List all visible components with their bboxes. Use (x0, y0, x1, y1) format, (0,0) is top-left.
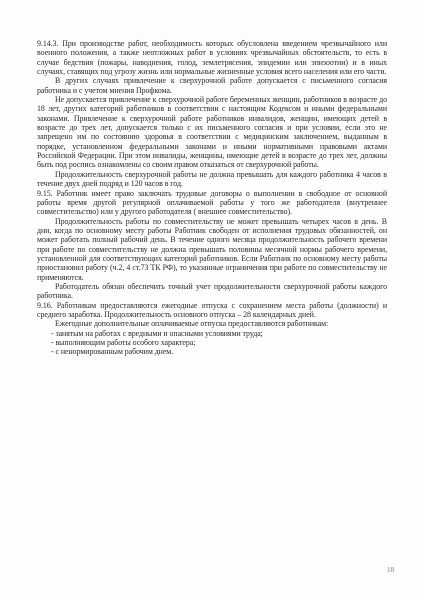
list-item-irregular-hours: - с ненормированным рабочим днем. (51, 347, 174, 357)
paragraph-additional-leave: Ежегодные дополнительные оплачиваемые отпуска предоставляются работникам: (55, 319, 329, 329)
paragraph-9-16: 9.16. Работникам предоставляются ежегодные отпуска с сохранением места работы (должности) и среднего заработка. Продолжительность основного отпуска – 28 календарных дней. (37, 300, 387, 319)
page-number: 18 (387, 566, 394, 574)
list-item-harmful-conditions: - занятым на работах с вредными и опасными условиями труда; (51, 328, 263, 338)
paragraph-overtime-limit: Продолжительность сверхурочной работы не должна превышать для каждого работника 4 часов в течение двух дней подряд и 120 часов в год. (37, 169, 387, 189)
paragraph-written-consent: В других случаях привлечение к сверхурочной работе допускается с письменного согласия работника и с учетом мнения Профкома. (37, 76, 387, 95)
paragraph-employer-accounting: Работодатель обязан обеспечить точный учет продолжительности сверхурочной работы каждого работника. (37, 281, 387, 301)
paragraph-prohibited-categories: Не допускается привлечение к сверхурочной работе беременных женщин, работников в возрасте до 18 лет, других категорий работников в соответствии с настоящим Кодексом и иными федеральными законами. Привлечение к сверхурочной работе работников инвалидов, женщин, имеющих детей в возрасте до трех лет, допускается только с их письменного согласия и при условии, если это не запрещено им по состоянию здоровья в соответствии с медицинским заключением, выданным в порядке, установленном федеральными законами и иными нормативными правовыми актами Российской Федерации. При этом инвалиды, женщины, имеющие детей в возрасте до трех лет, должны быть под роспись ознакомлены со своим правом отказаться от сверхурочной работы. (37, 95, 387, 170)
paragraph-9-14-3: 9.14.3. При производстве работ, необходимость которых обусловлена введением чрезвычайного или военного положения, а также неотложных работ в условиях чрезвычайных обстоятельств, то есть в случае бедствия (пожары, наводнения, голод, землетрясения, эпидемии или эпизоотии) и в иных случаях, ставящих под угрозу жизнь или нормальные жизненные условия всего населения или его части. (37, 39, 387, 77)
list-item-special-work: - выполняющим работы особого характера; (51, 338, 196, 347)
document-body (37, 39, 387, 357)
paragraph-part-time-duration: Продолжительность работы по совместительству не может превышать четырех часов в день. В дни, когда по основному месту работы Работник свободен от исполнения трудовых обязанностей, он может работать полный рабочий день. В течение одного месяца продолжительность рабочего времени при работе по совместительству не должна превышать половины месячной нормы рабочего времени, установленной для соответствующих категорий работников. Если Работник по основному месту работы приостановил работу (ч.2, 4 ст.73 ТК РФ), то указанные ограничения при работе по совместительству не применяются. (37, 216, 387, 282)
paragraph-9-15: 9.15. Работник имеет право заключать трудовые договоры о выполнении в свободное от основной работы время другой регулярной оплачиваемой работы у того же работодателя (внутреннее совместительство) или у другого работодателя ( внешнее совместительство). (37, 188, 387, 217)
